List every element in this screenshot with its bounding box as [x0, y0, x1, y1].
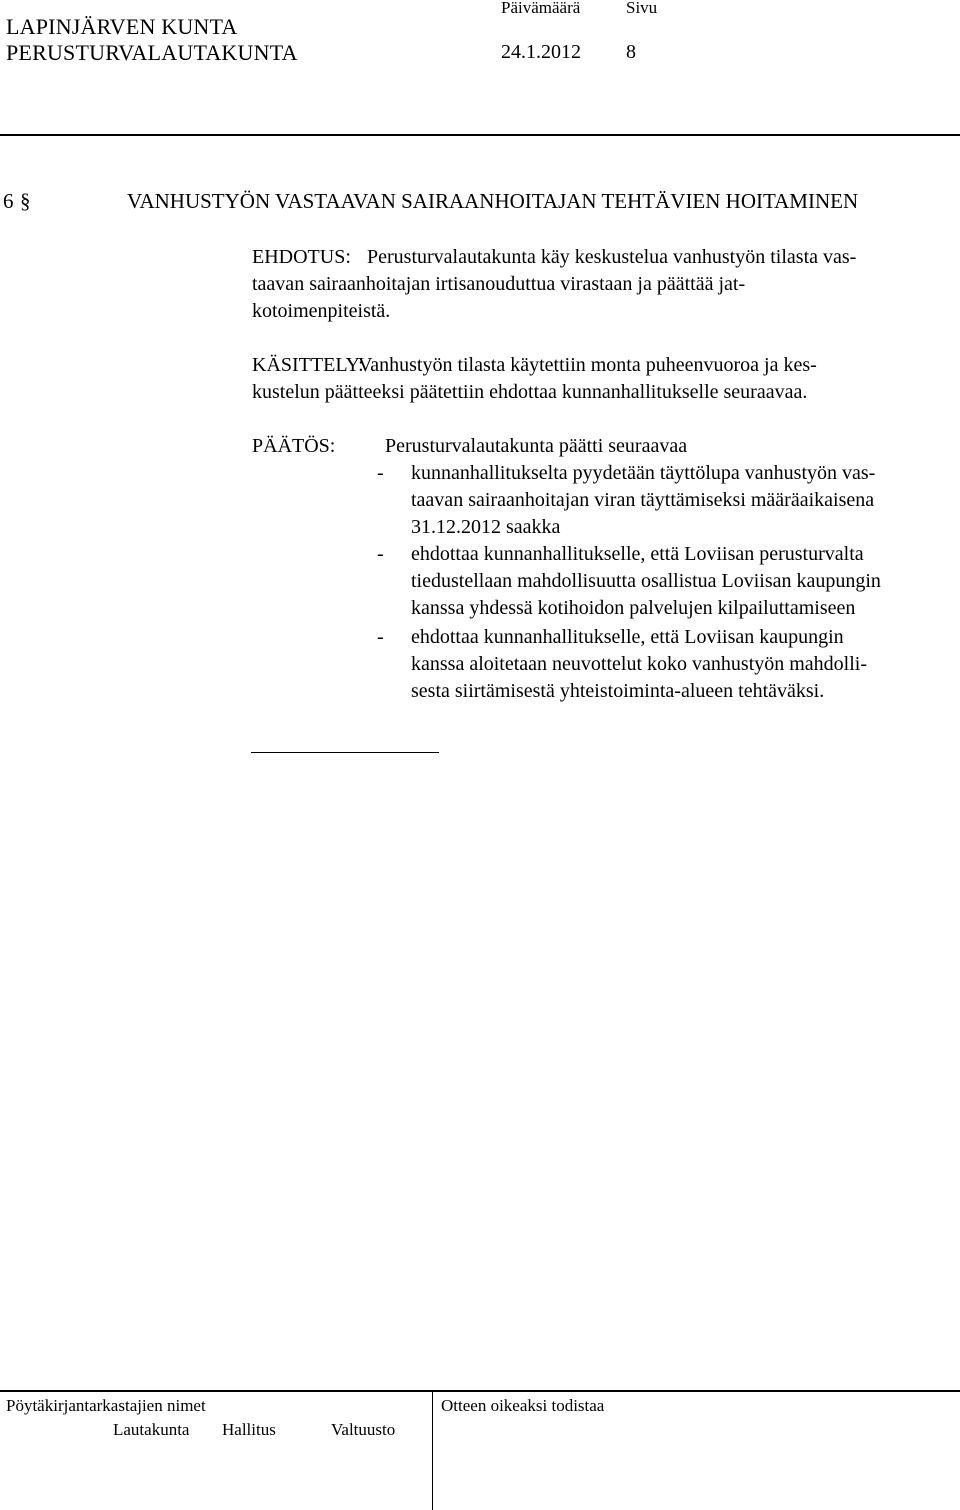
decision-item-line: taavan sairaanhoitajan viran täyttämiseksi määräaikaisena [411, 489, 875, 511]
decision-item-line: ehdottaa kunnanhallitukselle, että Loviisan perusturvalta [411, 543, 864, 565]
footer-inspectors-title: Pöytäkirjantarkastajien nimet [6, 1396, 206, 1415]
footer-col-board: Lautakunta [113, 1420, 190, 1439]
decision-item-dash: - [377, 626, 384, 648]
footer-col-council: Valtuusto [331, 1420, 396, 1439]
decision-item-line: 31.12.2012 saakka [411, 516, 561, 538]
proposal-line: kotoimenpiteistä. [252, 300, 391, 322]
decision-intro: Perusturvalautakunta päätti seuraavaa [385, 435, 688, 457]
decision-item-line: kunnanhallitukselta pyydetään täyttölupa vanhustyön vas- [411, 462, 876, 484]
decision-item-line: sesta siirtämisestä yhteistoiminta-alueen tehtäväksi. [411, 680, 825, 702]
section-title: VANHUSTYÖN VASTAAVAN SAIRAANHOITAJAN TEHTÄVIEN HOITAMINEN [127, 189, 859, 213]
decision-item [377, 541, 384, 568]
end-of-section-rule [251, 752, 439, 753]
section-number: 6 [3, 189, 14, 213]
decision-label: PÄÄTÖS: [252, 435, 336, 457]
decision-item-line: tiedustellaan mahdollisuutta osallistua Loviisan kaupungin [411, 570, 881, 592]
organization-name: LAPINJÄRVEN KUNTA [6, 14, 238, 39]
decision-item-dash: - [377, 543, 384, 565]
section-symbol: § [20, 189, 31, 213]
page-label: Sivu [626, 0, 658, 17]
proposal-line: taavan sairaanhoitajan irtisanouduttua virastaan ja päättää jat- [252, 273, 746, 295]
footer-certification-title: Otteen oikeaksi todistaa [441, 1396, 605, 1415]
header-divider [0, 134, 960, 136]
decision-item-text [411, 541, 881, 622]
handling-line: kustelun päätteeksi päätettiin ehdottaa kunnanhallitukselle seuraavaa. [252, 381, 808, 403]
handling-label: KÄSITTELY: [252, 354, 364, 376]
footer-col-government: Hallitus [222, 1420, 276, 1439]
decision-item [377, 624, 384, 651]
decision-item-dash: - [377, 462, 384, 484]
decision-item-line: kanssa yhdessä kotihoidon palvelujen kilpailuttamiseen [411, 597, 856, 619]
date-label: Päivämäärä [501, 0, 581, 17]
footer-column-divider [432, 1391, 433, 1510]
proposal-line: Perusturvalautakunta käy keskustelua vanhustyön tilasta vas- [367, 246, 857, 268]
meeting-date: 24.1.2012 [501, 41, 581, 63]
decision-item-line: kanssa aloitetaan neuvottelut koko vanhustyön mahdolli- [411, 653, 868, 675]
board-name: PERUSTURVALAUTAKUNTA [6, 40, 298, 65]
decision-item-text [411, 624, 867, 705]
decision-item-text [411, 460, 875, 541]
handling-text [252, 352, 817, 406]
handling-line: Vanhustyön tilasta käytettiin monta puheenvuoroa ja kes- [358, 354, 817, 376]
footer-divider [0, 1390, 960, 1392]
page-number: 8 [626, 41, 636, 63]
decision-item-line: ehdottaa kunnanhallitukselle, että Loviisan kaupungin [411, 626, 844, 648]
proposal-text [252, 244, 856, 325]
proposal-label: EHDOTUS: [252, 246, 351, 268]
decision-item [377, 460, 384, 487]
